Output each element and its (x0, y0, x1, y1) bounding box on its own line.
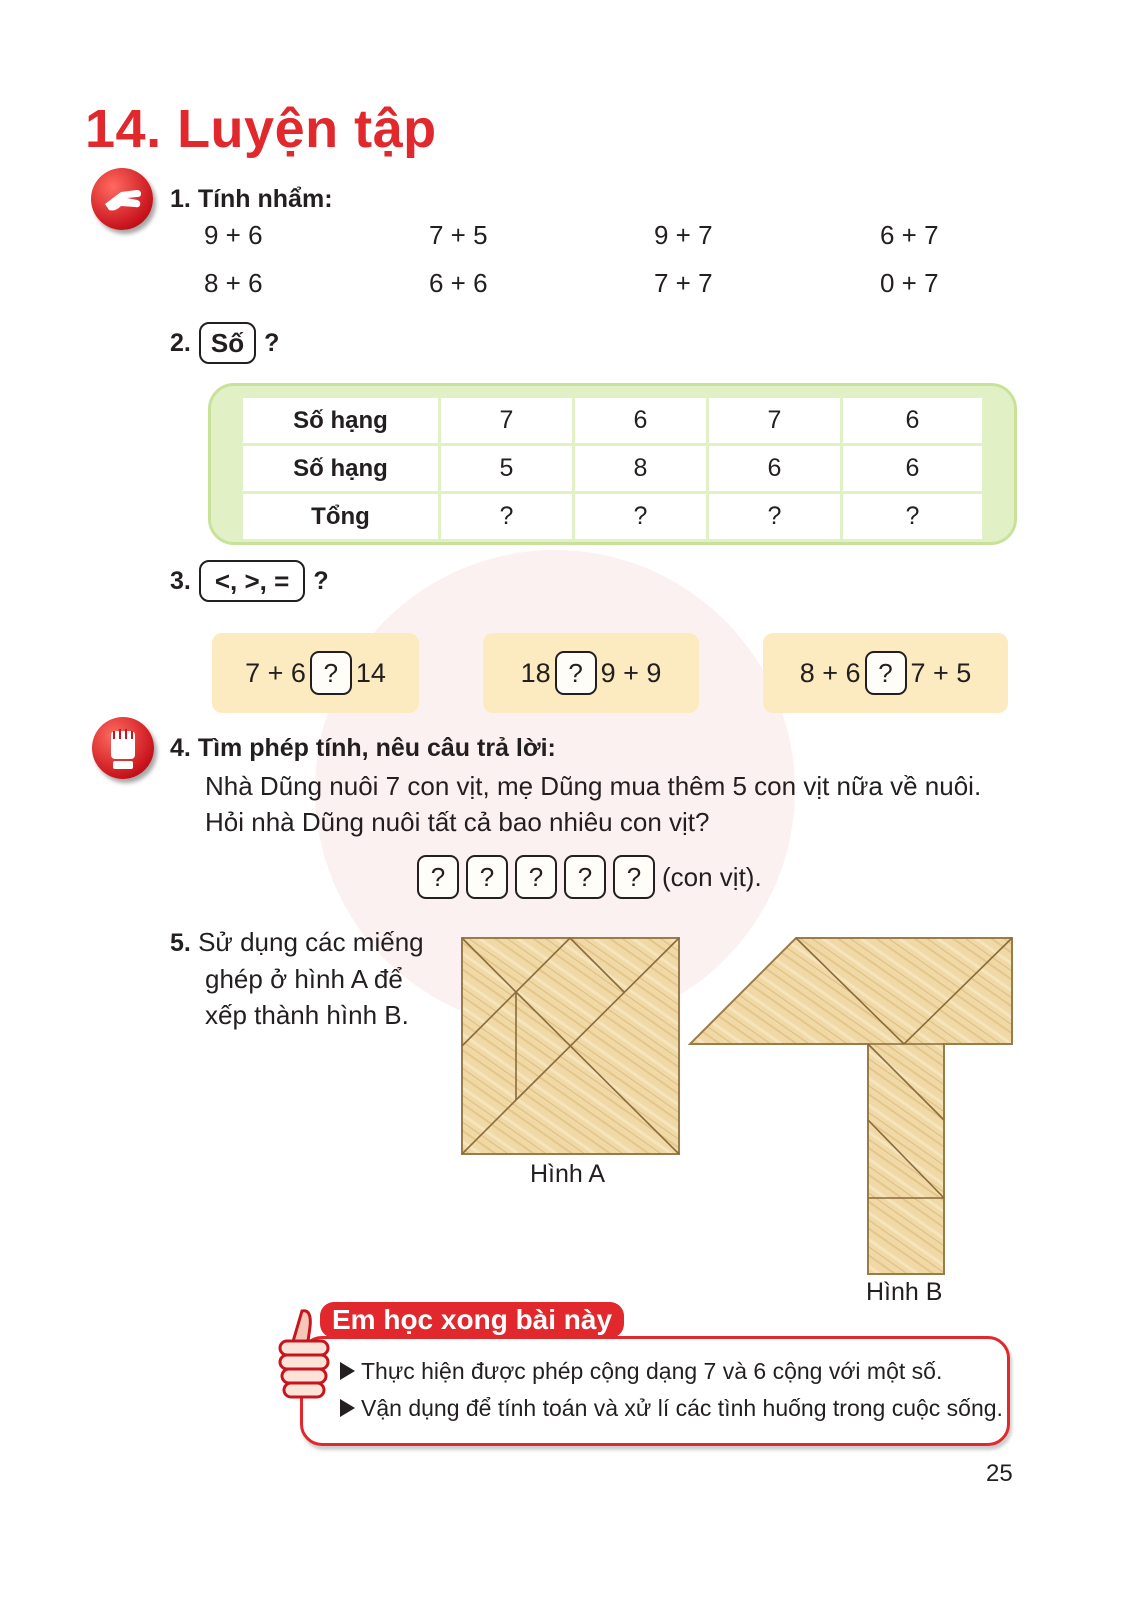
row-label: Số hạng (242, 445, 440, 493)
answer-box[interactable]: ? (613, 855, 655, 899)
ex2-box: Số (199, 322, 256, 364)
answer-unit: (con vịt). (662, 861, 762, 892)
compare-item-1 (212, 633, 419, 713)
table-cell: 5 (440, 445, 574, 493)
ex5-text (170, 924, 438, 1033)
table-cell: 7 (708, 397, 842, 445)
ex5-number: 5. (170, 929, 191, 957)
sum-table (240, 395, 985, 542)
compare-right: 7 + 5 (910, 657, 972, 688)
ex1-number: 1. (170, 185, 191, 213)
ex3-box: <, >, = (199, 560, 305, 602)
compare-right: 14 (355, 657, 386, 688)
ex2-number: 2. (170, 328, 191, 357)
summary-bullet-2 (340, 1395, 1003, 1422)
bullet-text: Vận dụng để tính toán và xử lí các tình huống trong cuộc sống. (361, 1395, 1003, 1421)
table-row (242, 397, 984, 445)
ex5-line-2: ghép ở hình A để (205, 964, 403, 994)
row-label: Tổng (242, 493, 440, 541)
ex4-answer-row (417, 855, 762, 899)
bullet-triangle-icon (340, 1399, 355, 1417)
ex5-line-3: xếp thành hình B. (205, 1000, 409, 1030)
summary-title: Em học xong bài này (320, 1302, 624, 1338)
pointing-hand-icon (91, 168, 153, 230)
ex1-calc-3: 9 + 7 (654, 220, 713, 250)
ex3-number: 3. (170, 566, 191, 595)
ex2-suffix: ? (264, 328, 280, 357)
table-cell: 6 (708, 445, 842, 493)
table-cell: 7 (440, 397, 574, 445)
ex1-calc-2: 7 + 5 (429, 220, 488, 250)
answer-box[interactable]: ? (515, 855, 557, 899)
answer-box[interactable]: ? (417, 855, 459, 899)
answer-cell[interactable]: ? (708, 493, 842, 541)
page-number: 25 (986, 1460, 1013, 1487)
ex1-calc-8: 0 + 7 (880, 268, 939, 298)
row-label: Số hạng (242, 397, 440, 445)
table-cell: 6 (842, 397, 984, 445)
summary-bullet-1 (340, 1358, 942, 1385)
caption-a: Hình A (530, 1160, 606, 1188)
ex4-number: 4. (170, 734, 191, 762)
ex1-calc-7: 7 + 7 (654, 268, 713, 298)
table-cell: 6 (574, 397, 708, 445)
raised-hand-icon (92, 717, 154, 779)
summary-box (300, 1336, 1010, 1446)
ex5-line-1: Sử dụng các miếng (198, 927, 424, 957)
answer-box[interactable]: ? (466, 855, 508, 899)
ex1-calc-5: 8 + 6 (204, 268, 263, 298)
compare-left: 18 (520, 657, 551, 688)
ex3-suffix: ? (313, 566, 329, 595)
tangram-figure-a (460, 936, 682, 1156)
ex1-calc-1: 9 + 6 (204, 220, 263, 250)
compare-item-3 (763, 633, 1008, 713)
compare-answer-box[interactable]: ? (865, 651, 907, 695)
ex2-heading (170, 322, 279, 364)
compare-left: 7 + 6 (245, 657, 306, 688)
caption-b: Hình B (866, 1278, 943, 1306)
table-cell: 8 (574, 445, 708, 493)
ex4-heading (170, 734, 556, 763)
compare-right: 9 + 9 (600, 657, 662, 688)
ex1-heading (170, 185, 333, 214)
ex1-calc-4: 6 + 7 (880, 220, 939, 250)
bullet-triangle-icon (340, 1362, 355, 1380)
tangram-figure-b (688, 936, 1016, 1278)
answer-cell[interactable]: ? (440, 493, 574, 541)
ex3-heading (170, 560, 329, 602)
ex4-title: Tìm phép tính, nêu câu trả lời: (197, 734, 556, 762)
compare-answer-box[interactable]: ? (310, 651, 352, 695)
answer-cell[interactable]: ? (842, 493, 984, 541)
ex1-title: Tính nhẩm: (197, 185, 333, 213)
ex4-problem-line-2: Hỏi nhà Dũng nuôi tất cả bao nhiêu con vịt? (205, 807, 710, 837)
sum-table-frame (208, 383, 1017, 545)
table-row (242, 445, 984, 493)
compare-answer-box[interactable]: ? (555, 651, 597, 695)
ex4-problem-line-1: Nhà Dũng nuôi 7 con vịt, mẹ Dũng mua thêm 5 con vịt nữa về nuôi. (205, 771, 982, 801)
compare-left: 8 + 6 (799, 657, 861, 688)
page-title: 14. Luyện tập (85, 99, 437, 159)
bullet-text: Thực hiện được phép cộng dạng 7 và 6 cộng với một số. (361, 1358, 943, 1384)
ex1-calc-6: 6 + 6 (429, 268, 488, 298)
table-cell: 6 (842, 445, 984, 493)
table-row (242, 493, 984, 541)
answer-box[interactable]: ? (564, 855, 606, 899)
compare-item-2 (483, 633, 699, 713)
answer-cell[interactable]: ? (574, 493, 708, 541)
